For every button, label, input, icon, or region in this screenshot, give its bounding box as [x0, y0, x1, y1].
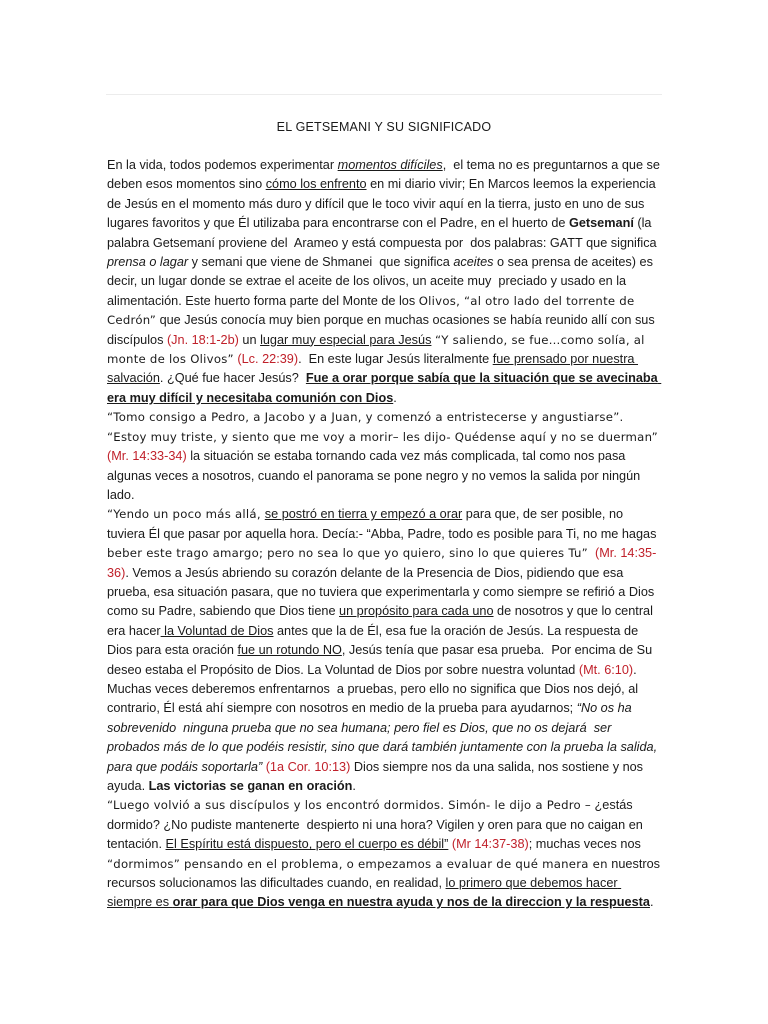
text-run: .	[393, 390, 397, 405]
text-run: aceites	[453, 255, 494, 270]
text-run: .	[352, 779, 356, 793]
text-run: “Yendo un poco más allá,	[107, 507, 265, 522]
text-run: . Vemos a Jesús abriendo su corazón delante de la Presencia de Dios, pidiendo que esa prueba, esa situación pasara, que no tuviera que experimentarla y como siempre se refirió a Dios como su Padre, sabiendo que Dios tiene	[107, 565, 658, 619]
document-body	[107, 156, 664, 913]
text-run: . Muchas veces deberemos enfrentarnos a pruebas, pero ello no significa que Dios nos dejó, al contrario, Él está ahí siempre con nosotros en medio de la prueba para ayudarnos;	[107, 662, 642, 716]
text-run: momentos difíciles	[337, 158, 443, 172]
text-run: ¿estás dormido? ¿No pudiste mantenerte despierto ni una hora? Vigilen y oren para que no caigan en tentación.	[107, 798, 647, 852]
text-run: que Jesús conocía muy bien porque en muchas ocasiones se había reunido allí con sus discípulos	[107, 313, 659, 347]
text-run: “Luego volvió a sus discípulos y los encontró dormidos. Simón- le dijo a Pedro –	[107, 798, 592, 813]
text-run	[658, 430, 662, 444]
text-run: “Tomo consigo a Pedro, a Jacobo y a Juan, y comenzó a entristecerse y angustiarse”. “Estoy muy triste, y siento que me voy a morir– les dijo- Quédense aquí y no se duerman”	[107, 410, 658, 444]
text-run: . En este lugar Jesús literalmente	[298, 352, 493, 367]
text-run: para que, de ser posible, no tuviera Él que pasar por aquella hora. Decía:- “Abba, Padre, todo es posible para Ti, no me hagas	[107, 507, 660, 541]
text-run: “No os ha sobrevenido ninguna prueba que no sea humana; pero fiel es Dios, que no os dejará ser probados más de lo que podéis resistir, sino que dará también juntamente con la prueba la salida, para que podáis soportarla”	[107, 701, 661, 774]
text-run: .	[649, 895, 654, 910]
text-run: o sea prensa de aceites) es decir, un lugar donde se extrae el aceite de los olivos, un aceite muy preciado y usado en la alimentación. Este huerto forma parte del Monte de los	[107, 255, 657, 308]
text-run: “Y saliendo, se fue…como solía, al monte de los Olivos”	[107, 332, 649, 367]
text-run: cómo los enfrento	[265, 177, 367, 192]
text-run: (la palabra Getsemaní proviene del Arameo y está compuesta por dos palabras: GATT que significa	[107, 216, 661, 250]
text-run: ; muchas veces nos	[528, 837, 645, 852]
bible-reference: (Lc. 22:39)	[237, 352, 299, 367]
bible-reference: (Mr. 14:33-34)	[107, 449, 187, 464]
text-run: . ¿Qué fue hacer Jesús?	[159, 371, 306, 386]
text-run: El Espíritu está dispuesto, pero el cuerpo es débil”	[165, 837, 449, 852]
text-run: nuestros recursos solucionamos las dificultades cuando, en realidad,	[107, 856, 664, 891]
paragraph	[107, 505, 660, 796]
text-run: beber este trago amargo; pero no sea lo que yo quiero, sino lo que quieres Tu”	[107, 546, 588, 561]
text-run: fue prensado por nuestra salvación	[107, 352, 639, 386]
text-run: antes que la de Él, esa fue la oración de Jesús. La respuesta de Dios para esta oración	[107, 623, 642, 658]
text-run: “dormimos” pensando en el problema, o empezamos a evaluar de qué manera en	[107, 856, 608, 871]
header-divider	[106, 94, 662, 95]
bible-reference: (1a Cor. 10:13)	[265, 759, 351, 774]
text-run: , Jesús tenía que pasar esa prueba. Por encima de Su deseo estaba el Propósito de Dios. La Voluntad de Dios por sobre nuestra voluntad	[107, 643, 656, 677]
text-run	[588, 546, 595, 560]
text-run: Olivos, “al otro lado del torrente de Cedrón”	[107, 293, 639, 328]
text-run: , el tema no es preguntarnos a que se deben esos momentos sino	[107, 158, 664, 192]
document-title: EL GETSEMANI Y SU SIGNIFICADO	[276, 120, 492, 134]
text-run: En la vida, todos podemos experimentar	[107, 158, 338, 172]
text-run: un propósito para cada uno	[339, 604, 494, 619]
text-run: lo primero que debemos hacer siempre es	[107, 876, 622, 910]
bible-reference: (Mr. 14:35-36)	[107, 546, 657, 580]
text-run: se postró en tierra y empezó a orar	[264, 507, 463, 522]
bible-reference: (Mt. 6:10)	[578, 662, 634, 677]
text-run: un	[238, 332, 261, 347]
paragraph	[107, 796, 664, 912]
text-run: la Voluntad de Dios	[160, 623, 274, 638]
text-run: orar para que Dios venga en nuestra ayuda y nos de la direccion y la respuesta	[172, 895, 650, 910]
text-run: de nosotros y que lo central era hacer	[107, 604, 657, 638]
text-run: la situación se estaba tornando cada vez más complicada, tal como nos pasa algunas veces a nosotros, cuando el panorama se pone negro y no vemos la salida por ningún lado.	[107, 449, 644, 502]
text-run: lugar muy especial para Jesús	[260, 332, 432, 347]
text-run: fue un rotundo NO	[237, 643, 342, 658]
bible-reference: (Mr 14:37-38)	[451, 837, 529, 852]
text-run: Fue a orar porque sabía que la situación que se avecinaba era muy difícil y necesitaba comunión con Dios	[107, 371, 662, 405]
paragraph	[107, 156, 664, 408]
text-run: Dios siempre nos da una salida, nos sostiene y nos ayuda.	[107, 759, 647, 793]
text-run: prensa o lagar	[107, 255, 189, 270]
paragraph	[107, 408, 660, 505]
text-run: Las victorias se ganan en oración	[148, 779, 353, 793]
text-run: y semani que viene de Shmanei que significa	[188, 255, 454, 270]
bible-reference: (Jn. 18:1-2b)	[166, 332, 239, 347]
text-run: Getsemaní	[568, 216, 634, 231]
text-run: en mi diario vivir; En Marcos leemos la experiencia de Jesús en el momento más duro y difícil que le toco vivir aquí en la tierra, justo en uno de sus lugares favoritos y que Él utilizaba para encontrarse con el Padre, en el huerto de	[107, 177, 660, 231]
